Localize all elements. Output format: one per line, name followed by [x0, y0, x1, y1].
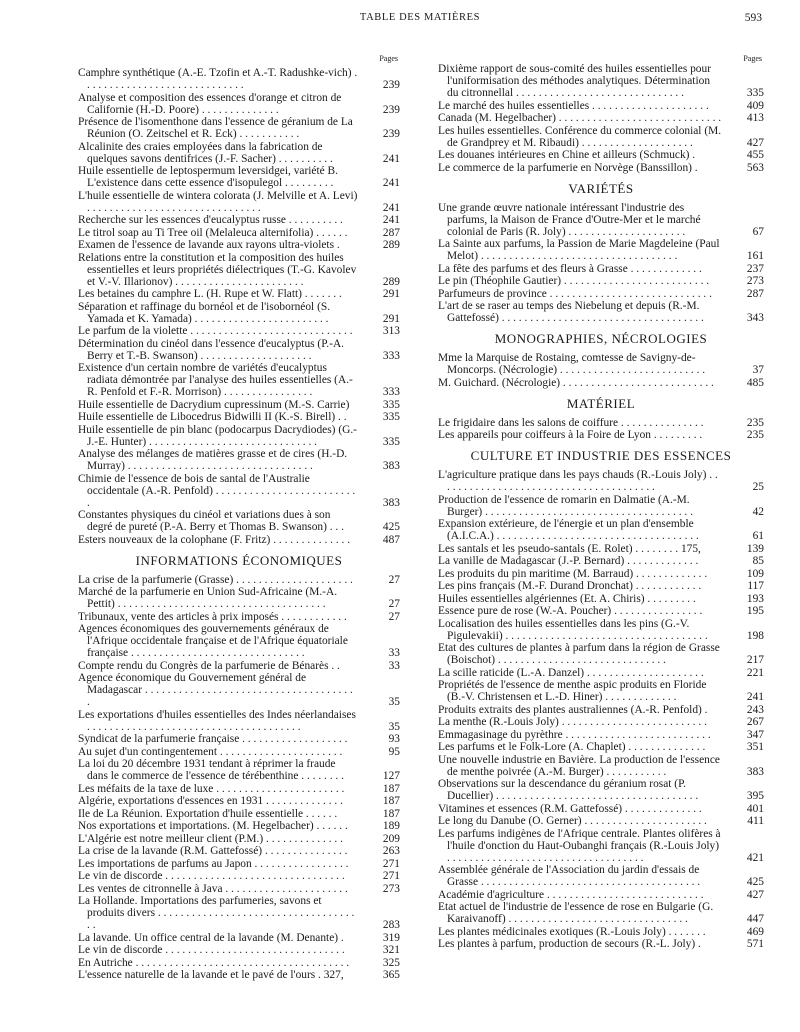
- entry-title: Le pin (Théophile Gautier) . . . . . . . . . . . . . . . . . . . . . . . . . .: [438, 275, 710, 287]
- entry-page: 319: [382, 931, 400, 944]
- entry-title: M. Guichard. (Nécrologie) . . . . . . . . . . . . . . . . . . . . . . . . . . .: [438, 376, 714, 389]
- entry-title: La vanille de Madagascar (J.-P. Bernard) . . . . . . . . . . . . .: [438, 555, 699, 567]
- toc-entry: [438, 238, 764, 262]
- entry-title: Expansion extérieure, de l'énergie et un plan d'ensemble (A.I.C.A.) . . . . . . . . . . . . . . . . . . . . . . . . . . . . . . . . . . . .: [438, 518, 699, 542]
- toc-entry: [78, 944, 400, 956]
- toc-entry: [438, 778, 764, 802]
- toc-entry: [78, 190, 400, 214]
- entry-title: Agences économiques des gouvernements généraux de l'Afrique occidentale française et de l'Afrique équatoriale française . . . . . . . . . . . . . . . . . . . . . . . . . . . . . . .: [78, 623, 348, 659]
- toc-entry: [78, 165, 400, 189]
- entry-title: Le vin de discorde . . . . . . . . . . . . . . . . . . . . . . . . . . . . . . . .: [78, 870, 345, 882]
- toc-entry: [438, 815, 764, 827]
- entry-title: Le frigidaire dans les salons de coiffure . . . . . . . . . . . . . . .: [438, 416, 704, 429]
- entry-page: 563: [746, 161, 764, 174]
- entry-page: 139: [746, 542, 764, 555]
- entry-page: 27: [388, 610, 400, 623]
- entry-page: 289: [382, 275, 400, 288]
- toc-entry: [78, 362, 400, 398]
- entry-page: 127: [382, 770, 400, 782]
- entry-page: 283: [382, 919, 400, 931]
- toc-entry: [78, 338, 400, 362]
- entry-title: Alcalinite des craies employées dans la fabrication de quelques savons dentifrices (J.-F. Sacher) . . . . . . . . . .: [78, 140, 333, 165]
- entry-title: Les parfums et le Folk-Lore (A. Chaplet) . . . . . . . . . . . . . .: [438, 741, 706, 753]
- entry-title: La Sainte aux parfums, la Passion de Marie Magdeleine (Paul Melot) . . . . . . . . . . . . . . . . . . . . . . . . . . . . . . . . . . .: [438, 238, 720, 262]
- entry-title: Les appareils pour coiffeurs à la Foire de Lyon . . . . . . . . .: [438, 429, 703, 441]
- entry-page: 425: [746, 876, 764, 888]
- toc-entry: [438, 741, 764, 753]
- entry-page: 189: [382, 820, 400, 832]
- entry-page: 271: [382, 857, 400, 870]
- entry-page: 347: [746, 728, 764, 741]
- toc-entry: [438, 429, 764, 441]
- entry-title: Etat des cultures de plantes à parfum dans la région de Grasse (Boischot) . . . . . . . . . . . . . . . . . . . . . . . . . . . . . .: [438, 642, 720, 666]
- entry-title: Huile essentielle de Libocedrus Bidwilli II (K.-S. Birell) . .: [78, 411, 347, 423]
- entry-title: Les betaines du camphre L. (H. Rupe et W. Flatt) . . . . . . .: [78, 288, 342, 300]
- entry-title: Les santals et les pseudo-santals (E. Rolet) . . . . . . . . 175,: [438, 542, 701, 555]
- running-title: TABLE DES MATIÈRES: [359, 12, 481, 23]
- entry-page: 187: [382, 782, 400, 795]
- entry-page: 333: [382, 386, 400, 398]
- toc-entry: [78, 957, 400, 969]
- toc-entry: [78, 758, 400, 782]
- entry-page: 35: [388, 696, 400, 708]
- toc-entry: [438, 642, 764, 666]
- entry-title: Le marché des huiles essentielles . . . . . . . . . . . . . . . . . . . . .: [438, 99, 709, 112]
- entry-page: 198: [746, 629, 764, 642]
- entry-title: La crise de la lavande (R.M. Gattefossé) . . . . . . . . . . . . . . .: [78, 845, 348, 857]
- entry-title: L'art de se raser au temps des Niebelung et depuis (R.-M. Gattefossé) . . . . . . . . . . . . . . . . . . . . . . . . . . . . . . . . . . . .: [438, 300, 704, 324]
- toc-entry: [78, 67, 400, 91]
- section-heading: INFORMATIONS ÉCONOMIQUES: [135, 552, 343, 568]
- toc-entry: [438, 112, 764, 124]
- toc-entry: [438, 618, 764, 642]
- toc-entry: [438, 494, 764, 518]
- toc-entry: [78, 424, 400, 448]
- entry-title: Ile de La Réunion. Exportation d'huile essentielle . . . . . .: [78, 807, 338, 820]
- toc-list: [438, 202, 764, 325]
- entry-title: La loi du 20 décembre 1931 tendant à réprimer la fraude dans le commerce de l'essence de térébenthine . . . . . . . .: [78, 758, 344, 782]
- toc-list: [78, 574, 400, 982]
- section-heading: CULTURE ET INDUSTRIE DES ESSENCES: [470, 448, 732, 463]
- entry-title: Le titrol soap au Ti Tree oil (Melaleuca alternifolia) . . . . . .: [78, 226, 348, 239]
- toc-entry: [438, 729, 764, 741]
- section-heading: MONOGRAPHIES, NÉCROLOGIES: [494, 331, 708, 346]
- section-heading: VARIÉTÉS: [568, 180, 634, 196]
- entry-page: 25: [752, 481, 764, 493]
- entry-title: Etat actuel de l'industrie de l'essence de rose en Bulgarie (G. Karaivanoff) . . . . . . . . . . . . . . . . . . . . . . . . . . . . . . . .: [438, 901, 714, 925]
- toc-entry: [438, 125, 764, 149]
- pages-label: Pages: [743, 54, 762, 63]
- toc-entry: [78, 660, 400, 672]
- toc-entry: [78, 733, 400, 745]
- entry-page: 209: [382, 832, 400, 845]
- entry-page: 333: [382, 349, 400, 362]
- toc-entry: [438, 275, 764, 287]
- entry-title: La menthe (R.-Louis Joly) . . . . . . . . . . . . . . . . . . . . . . . . . .: [438, 716, 707, 728]
- entry-title: Présence de l'isomenthone dans l'essence de géranium de La Réunion (O. Zeitschel et R. Eck) . . . . . . . . . . .: [78, 116, 353, 140]
- entry-page: 271: [382, 870, 400, 882]
- toc-entry: [438, 593, 764, 605]
- toc-entry: [438, 149, 764, 161]
- entry-page: 42: [752, 505, 764, 518]
- entry-title: La Hollande. Importations des parfumeries, savons et produits divers . . . . . . . . . . . . . . . . . . . . . . . . . . . . . . . . . . . . .: [78, 895, 355, 931]
- entry-page: 413: [746, 112, 764, 124]
- entry-page: 109: [746, 567, 764, 580]
- entry-page: 421: [746, 851, 764, 864]
- entry-page: 241: [746, 691, 764, 703]
- toc-entry: [438, 100, 764, 112]
- entry-title: Huile essentielle de pin blanc (podocarpus Dacrydiodes) (G.-J.-E. Hunter) . . . . . . . . . . . . . . . . . . . . . . . . . . . . . .: [78, 423, 357, 448]
- entry-page: 447: [746, 913, 764, 925]
- page-header: [78, 12, 762, 30]
- entry-page: 455: [746, 149, 764, 161]
- entry-title: Le commerce de la parfumerie en Norvège (Banssillon) .: [438, 161, 698, 174]
- entry-page: 321: [382, 944, 400, 956]
- toc-entry: [438, 263, 764, 275]
- entry-title: Une nouvelle industrie en Bavière. La production de l'essence de menthe poivrée (A.-M. Burger) . . . . . . . . . . .: [438, 753, 720, 778]
- section-heading: MATÉRIEL: [566, 395, 636, 411]
- entry-page: 335: [746, 87, 764, 99]
- toc-entry: [78, 92, 400, 116]
- toc-entry: [78, 672, 400, 708]
- toc-list: [438, 417, 764, 442]
- entry-title: Syndicat de la parfumerie française . . . . . . . . . . . . . . . . . . .: [78, 733, 348, 745]
- entry-page: 335: [382, 411, 400, 423]
- entry-page: 273: [746, 275, 764, 287]
- entry-title: Relations entre la constitution et la composition des huiles essentielles et leurs propriétés diélectriques (T.-G. Kavolev et V.-V. Illarionov) . . . . . . . . . . . . . . . . . . . . . . .: [78, 251, 357, 288]
- entry-page: 235: [746, 429, 764, 441]
- entry-title: Produits extraits des plantes australiennes (A.-R. Penfold) .: [438, 703, 708, 716]
- toc-entry: [78, 399, 400, 411]
- toc-entry: [438, 555, 764, 567]
- entry-title: Académie d'agriculture . . . . . . . . . . . . . . . . . . . . . . . . . . . .: [438, 888, 704, 901]
- entry-page: 239: [382, 103, 400, 116]
- toc-list: [438, 352, 764, 389]
- toc-entry: [438, 63, 764, 99]
- entry-title: L'Algérie est notre meilleur client (P.M.) . . . . . . . . . . . . . .: [78, 832, 343, 845]
- entry-page: 395: [746, 790, 764, 802]
- entry-title: Les plantes à parfum, production de secours (R.-L. Joly) .: [438, 938, 701, 950]
- entry-title: L'essence naturelle de la lavande et le pavé de l'ours . 327,: [78, 969, 344, 981]
- entry-title: Les huiles essentielles. Conférence du commerce colonial (M. de Grandprey et M. Ribaudi) . . . . . . . . . . . . . . . . . . . .: [438, 124, 722, 149]
- entry-page: 291: [382, 288, 400, 300]
- toc-entry: [78, 252, 400, 288]
- toc-entry: [78, 820, 400, 832]
- entry-title: Huiles essentielles algériennes (Et. A. Chiris) . . . . . . . . .: [438, 592, 696, 605]
- entry-title: Esters nouveaux de la colophane (F. Fritz) . . . . . . . . . . . . . .: [78, 533, 351, 546]
- entry-page: 383: [382, 460, 400, 472]
- toc-entry: [438, 889, 764, 901]
- entry-title: Observations sur la descendance du géranium rosat (P. Ducellier) . . . . . . . . . . . . . . . . . . . . . . . . . . . . . . . . . . . .: [438, 778, 699, 802]
- entry-page: 313: [382, 325, 400, 337]
- entry-page: 571: [746, 938, 764, 950]
- entry-title: La lavande. Un office central de la lavande (M. Denante) .: [78, 931, 344, 944]
- entry-title: Recherche sur les essences d'eucalyptus russe . . . . . . . . . .: [78, 214, 343, 226]
- toc-entry: [78, 833, 400, 845]
- toc-entry: [438, 300, 764, 324]
- entry-page: 33: [388, 659, 400, 672]
- entry-page: 287: [382, 226, 400, 239]
- entry-title: Séparation et raffinage du bornéol et de l'isobornéol (S. Yamada et K. Yamada) . . . . . . . . . . . . . . . . . . . . . . . .: [78, 300, 331, 325]
- entry-page: 217: [746, 654, 764, 666]
- entry-title: Agence économique du Gouvernement général de Madagascar . . . . . . . . . . . . . . . . . . . . . . . . . . . . . . . . . . . . . .: [78, 672, 353, 708]
- entry-title: Production de l'essence de romarin en Dalmatie (A.-M. Burger) . . . . . . . . . . . . . . . . . . . . . . . . . . . . . . . . . . . . .: [438, 493, 693, 518]
- entry-title: Nos exportations et importations. (M. Hegelbacher) . . . . . .: [78, 820, 348, 832]
- toc-entry: [78, 411, 400, 423]
- page-number: 593: [744, 12, 762, 24]
- entry-title: Emmagasinage du pyrèthre . . . . . . . . . . . . . . . . . . . . . . . . . .: [438, 728, 711, 741]
- entry-page: 485: [746, 376, 764, 389]
- entry-title: Les importations de parfums au Japon . . . . . . . . . . . . . . . . .: [78, 857, 349, 870]
- toc-list: [438, 63, 764, 174]
- entry-page: 411: [747, 815, 764, 827]
- toc-entry: [78, 783, 400, 795]
- toc-entry: [78, 301, 400, 325]
- toc-entry: [78, 845, 400, 857]
- entry-page: 335: [382, 435, 400, 448]
- toc-entry: [438, 417, 764, 429]
- entry-page: 95: [388, 745, 400, 758]
- toc-entry: [438, 864, 764, 888]
- entry-title: Mme la Marquise de Rostaing, comtesse de Savigny-de-Moncorps. (Nécrologie) . . . . . . . . . . . . . . . . . . . . . . . . . .: [438, 352, 706, 376]
- toc-entry: [78, 448, 400, 472]
- entry-title: Compte rendu du Congrès de la parfumerie de Bénarès . .: [78, 659, 340, 672]
- toc-entry: [78, 325, 400, 337]
- entry-page: 239: [382, 79, 400, 91]
- entry-page: 351: [746, 741, 764, 753]
- entry-page: 85: [752, 555, 764, 567]
- toc-entry: [438, 202, 764, 238]
- toc-entry: [78, 214, 400, 226]
- toc-entry: [78, 795, 400, 807]
- entry-title: La scille raticide (L.-A. Danzel) . . . . . . . . . . . . . . . . . . . . .: [438, 666, 704, 679]
- entry-page: 287: [746, 287, 764, 300]
- toc-entry: [438, 667, 764, 679]
- left-column: [78, 54, 400, 982]
- entry-page: 61: [752, 530, 764, 542]
- toc-entry: [438, 716, 764, 728]
- toc-entry: [438, 568, 764, 580]
- entry-page: 427: [746, 136, 764, 149]
- entry-page: 241: [382, 177, 400, 189]
- entry-page: 409: [746, 99, 764, 112]
- entry-title: Examen de l'essence de lavande aux rayons ultra-violets .: [78, 239, 340, 251]
- entry-title: Au sujet d'un contingentement . . . . . . . . . . . . . . . . . . . . . .: [78, 745, 343, 758]
- entry-page: 27: [388, 598, 400, 610]
- entry-title: Camphre synthétique (A.-E. Tzofin et A.-T. Radushke-vich) . . . . . . . . . . . . . . . . . . . . . . . . . . . . .: [78, 67, 358, 91]
- toc-entry: [78, 227, 400, 239]
- entry-title: Détermination du cinéol dans l'essence d'eucalyptus (P.-A. Berry et T.-B. Swanson) . . . . . . . . . . . . . . . . . . . .: [78, 337, 345, 362]
- entry-title: Une grande œuvre nationale intéressant l'industrie des parfums, la Maison de France d'Outre-Mer et le marché colonial de Paris (R. Joly) . . . . . . . . . . . . . . . . . . . . .: [438, 201, 701, 238]
- toc-entry: [78, 534, 400, 546]
- entry-title: La crise de la parfumerie (Grasse) . . . . . . . . . . . . . . . . . . . . .: [78, 573, 353, 586]
- toc-list: [78, 67, 400, 546]
- entry-page: 93: [388, 733, 400, 745]
- toc-entry: [438, 704, 764, 716]
- toc-entry: [438, 679, 764, 703]
- entry-page: 425: [382, 521, 400, 533]
- entry-page: 239: [382, 128, 400, 140]
- entry-page: 193: [746, 592, 764, 605]
- entry-title: Canada (M. Hegelbacher) . . . . . . . . . . . . . . . . . . . . . . . . . . . . .: [438, 112, 722, 124]
- entry-title: Marché de la parfumerie en Union Sud-Africaine (M.-A. Pettit) . . . . . . . . . . . . . . . . . . . . . . . . . . . . . . . . . . . . .: [78, 586, 338, 610]
- entry-page: 383: [746, 765, 764, 778]
- entry-title: Huile essentielle de Dacrydium cupressinum (M.-S. Carrie): [78, 398, 350, 411]
- entry-page: 383: [382, 496, 400, 509]
- toc-entry: [438, 580, 764, 592]
- entry-page: 469: [746, 925, 764, 938]
- toc-entry: [78, 746, 400, 758]
- entry-title: Les produits du pin maritime (M. Barraud) . . . . . . . . . . . . .: [438, 567, 708, 580]
- toc-entry: [438, 543, 764, 555]
- toc-entry: [438, 352, 764, 376]
- entry-page: 237: [746, 262, 764, 275]
- entry-title: Le long du Danube (O. Gerner) . . . . . . . . . . . . . . . . . . . . . .: [438, 815, 707, 827]
- entry-title: L'agriculture pratique dans les pays chauds (R.-Louis Joly) . . . . . . . . . . . . . . . . . . . . . . . . . . . . . . . . . . . . . . .: [438, 469, 718, 493]
- entry-page: 161: [746, 250, 764, 262]
- toc-entry: [438, 518, 764, 542]
- entry-title: Le parfum de la violette . . . . . . . . . . . . . . . . . . . . . . . . . . . . .: [78, 325, 353, 337]
- toc-entry: [438, 926, 764, 938]
- entry-page: 241: [382, 214, 400, 226]
- toc-entry: [78, 709, 400, 733]
- toc-entry: [438, 901, 764, 925]
- entry-page: 187: [382, 795, 400, 807]
- toc-entry: [78, 473, 400, 509]
- entry-page: 195: [746, 605, 764, 617]
- toc-entry: [78, 623, 400, 659]
- entry-title: Vitamines et essences (R.M. Gattefossé) . . . . . . . . . . . . . .: [438, 802, 702, 815]
- toc-entry: [78, 858, 400, 870]
- entry-page: 273: [382, 882, 400, 895]
- toc-entry: [78, 611, 400, 623]
- entry-page: 335: [382, 398, 400, 411]
- entry-title: Localisation des huiles essentielles dans les pins (G.-V. Pigulevakii) . . . . . . . . . . . . . . . . . . . . . . . . . . . . . . . . . . . .: [438, 617, 708, 642]
- right-column: [438, 54, 764, 951]
- entry-page: 427: [746, 888, 764, 901]
- entry-title: Dixième rapport de sous-comité des huiles essentielles pour l'uniformisation des méthodes analytiques. Détermination du citronnellal . . . . . . . . . . . . . . . . . . . . . . . . . . . . . .: [438, 63, 711, 99]
- toc-entry: [438, 754, 764, 778]
- entry-page: 235: [746, 416, 764, 429]
- toc-entry: [438, 605, 764, 617]
- entry-page: 67: [752, 225, 764, 238]
- entry-page: 487: [382, 533, 400, 546]
- entry-title: Les exportations d'huiles essentielles des Indes néerlandaises . . . . . . . . . . . . . . . . . . . . . . . . . . . . . . . . . . . . . .: [78, 708, 356, 733]
- entry-title: Parfumeurs de province . . . . . . . . . . . . . . . . . . . . . . . . . . . . .: [438, 287, 712, 300]
- entry-page: 27: [388, 573, 400, 586]
- toc-entry: [78, 116, 400, 140]
- entry-title: Les plantes médicinales exotiques (R.-Louis Joly) . . . . . . .: [438, 925, 706, 938]
- toc-entry: [438, 803, 764, 815]
- entry-title: Analyse et composition des essences d'orange et citron de Californie (H.-D. Poore) . . . . . . . . . . . . . .: [78, 91, 342, 116]
- entry-page: 35: [388, 720, 400, 733]
- entry-title: Essence pure de rose (W.-A. Poucher) . . . . . . . . . . . . . . . .: [438, 605, 703, 617]
- entry-title: Les douanes intérieures en Chine et ailleurs (Schmuck) .: [438, 149, 696, 161]
- entry-title: Existence d'un certain nombre de variétés d'eucalyptus radiata démontrée par l'analyse des huiles essentielles (A.-R. Penfold et F.-R. Morrison) . . . . . . . . . . . . . . . .: [78, 362, 353, 398]
- entry-title: Les méfaits de la taxe de luxe . . . . . . . . . . . . . . . . . . . . . . .: [78, 782, 345, 795]
- entry-title: Chimie de l'essence de bois de santal de l'Australie occidentale (A.-R. Penfold) . . . . . . . . . . . . . . . . . . . . . . . . . .: [78, 472, 356, 509]
- entry-title: Les pins français (M.-F. Durand Dronchat) . . . . . . . . . . . .: [438, 580, 702, 592]
- toc-list: [438, 469, 764, 950]
- entry-title: Analyse des mélanges de matières grasse et de cires (H.-D. Murray) . . . . . . . . . . . . . . . . . . . . . . . . . . . . . . . . .: [78, 448, 348, 472]
- toc-entry: [438, 828, 764, 864]
- entry-title: En Autriche . . . . . . . . . . . . . . . . . . . . . . . . . . . . . . . . . . . . . .: [78, 956, 350, 969]
- entry-title: Les parfums indigènes de l'Afrique centrale. Plantes olifères à l'huile d'onction du Haut-Oubanghi français (R.-Louis Joly) . . . . . . . . . . . . . . . . . . . . . . . . . . . . . . . . . . .: [438, 827, 721, 864]
- toc-entry: [78, 239, 400, 251]
- entry-title: Propriétés de l'essence de menthe aspic produits en Floride (B.-V. Christensen et L.-D. Hiner) . . . . . . . . . . . . .: [438, 679, 707, 703]
- entry-page: 343: [746, 312, 764, 324]
- entry-page: 221: [746, 666, 764, 679]
- entry-title: Tribunaux, vente des articles à prix imposés . . . . . . . . . . . .: [78, 610, 347, 623]
- entry-title: Constantes physiques du cinéol et variations dues à son degré de pureté (P.-A. Berry et Thomas B. Swanson) . . .: [78, 509, 344, 533]
- toc-entry: [78, 969, 400, 981]
- toc-entry: [78, 586, 400, 610]
- toc-entry: [438, 377, 764, 389]
- entry-title: Les ventes de citronnelle à Java . . . . . . . . . . . . . . . . . . . . . .: [78, 882, 348, 895]
- toc-entry: [78, 574, 400, 586]
- toc-entry: [438, 162, 764, 174]
- toc-entry: [78, 141, 400, 165]
- entry-page: 33: [388, 647, 400, 659]
- entry-page: 325: [382, 956, 400, 969]
- entry-page: 187: [382, 807, 400, 820]
- entry-page: 243: [746, 703, 764, 716]
- toc-entry: [78, 509, 400, 533]
- entry-title: La fête des parfums et des fleurs à Grasse . . . . . . . . . . . . .: [438, 262, 702, 275]
- toc-entry: [78, 288, 400, 300]
- toc-entry: [78, 932, 400, 944]
- entry-page: 263: [382, 845, 400, 857]
- toc-entry: [78, 808, 400, 820]
- entry-page: 401: [746, 802, 764, 815]
- toc-entry: [438, 469, 764, 493]
- entry-title: Huile essentielle de leptospermum leversidgei, variété B. L'existence dans cette essence d'isopulegol . . . . . . . . .: [78, 165, 339, 189]
- entry-page: 117: [747, 580, 764, 592]
- entry-page: 241: [382, 152, 400, 165]
- entry-page: 241: [382, 201, 400, 214]
- pages-label: Pages: [379, 54, 398, 63]
- entry-title: Le vin de discorde . . . . . . . . . . . . . . . . . . . . . . . . . . . . . . . .: [78, 944, 345, 956]
- entry-page: 291: [382, 312, 400, 325]
- toc-entry: [438, 288, 764, 300]
- entry-title: Algérie, exportations d'essences en 1931 . . . . . . . . . . . . . .: [78, 795, 343, 807]
- toc-entry: [78, 870, 400, 882]
- entry-page: 289: [382, 239, 400, 251]
- entry-page: 267: [746, 716, 764, 728]
- entry-title: Assemblée générale de l'Association du jardin d'essais de Grasse . . . . . . . . . . . . . . . . . . . . . . . . . . . . . . . . . . . . . . .: [438, 864, 701, 888]
- entry-page: 365: [382, 969, 400, 981]
- toc-entry: [438, 938, 764, 950]
- toc-entry: [78, 883, 400, 895]
- entry-title: L'huile essentielle de wintera colorata (J. Melville et A. Levi) . . . . . . . . . . . . . . . . . . . . . . . . . . . . . . .: [78, 189, 358, 214]
- toc-entry: [78, 895, 400, 931]
- entry-page: 37: [752, 364, 764, 376]
